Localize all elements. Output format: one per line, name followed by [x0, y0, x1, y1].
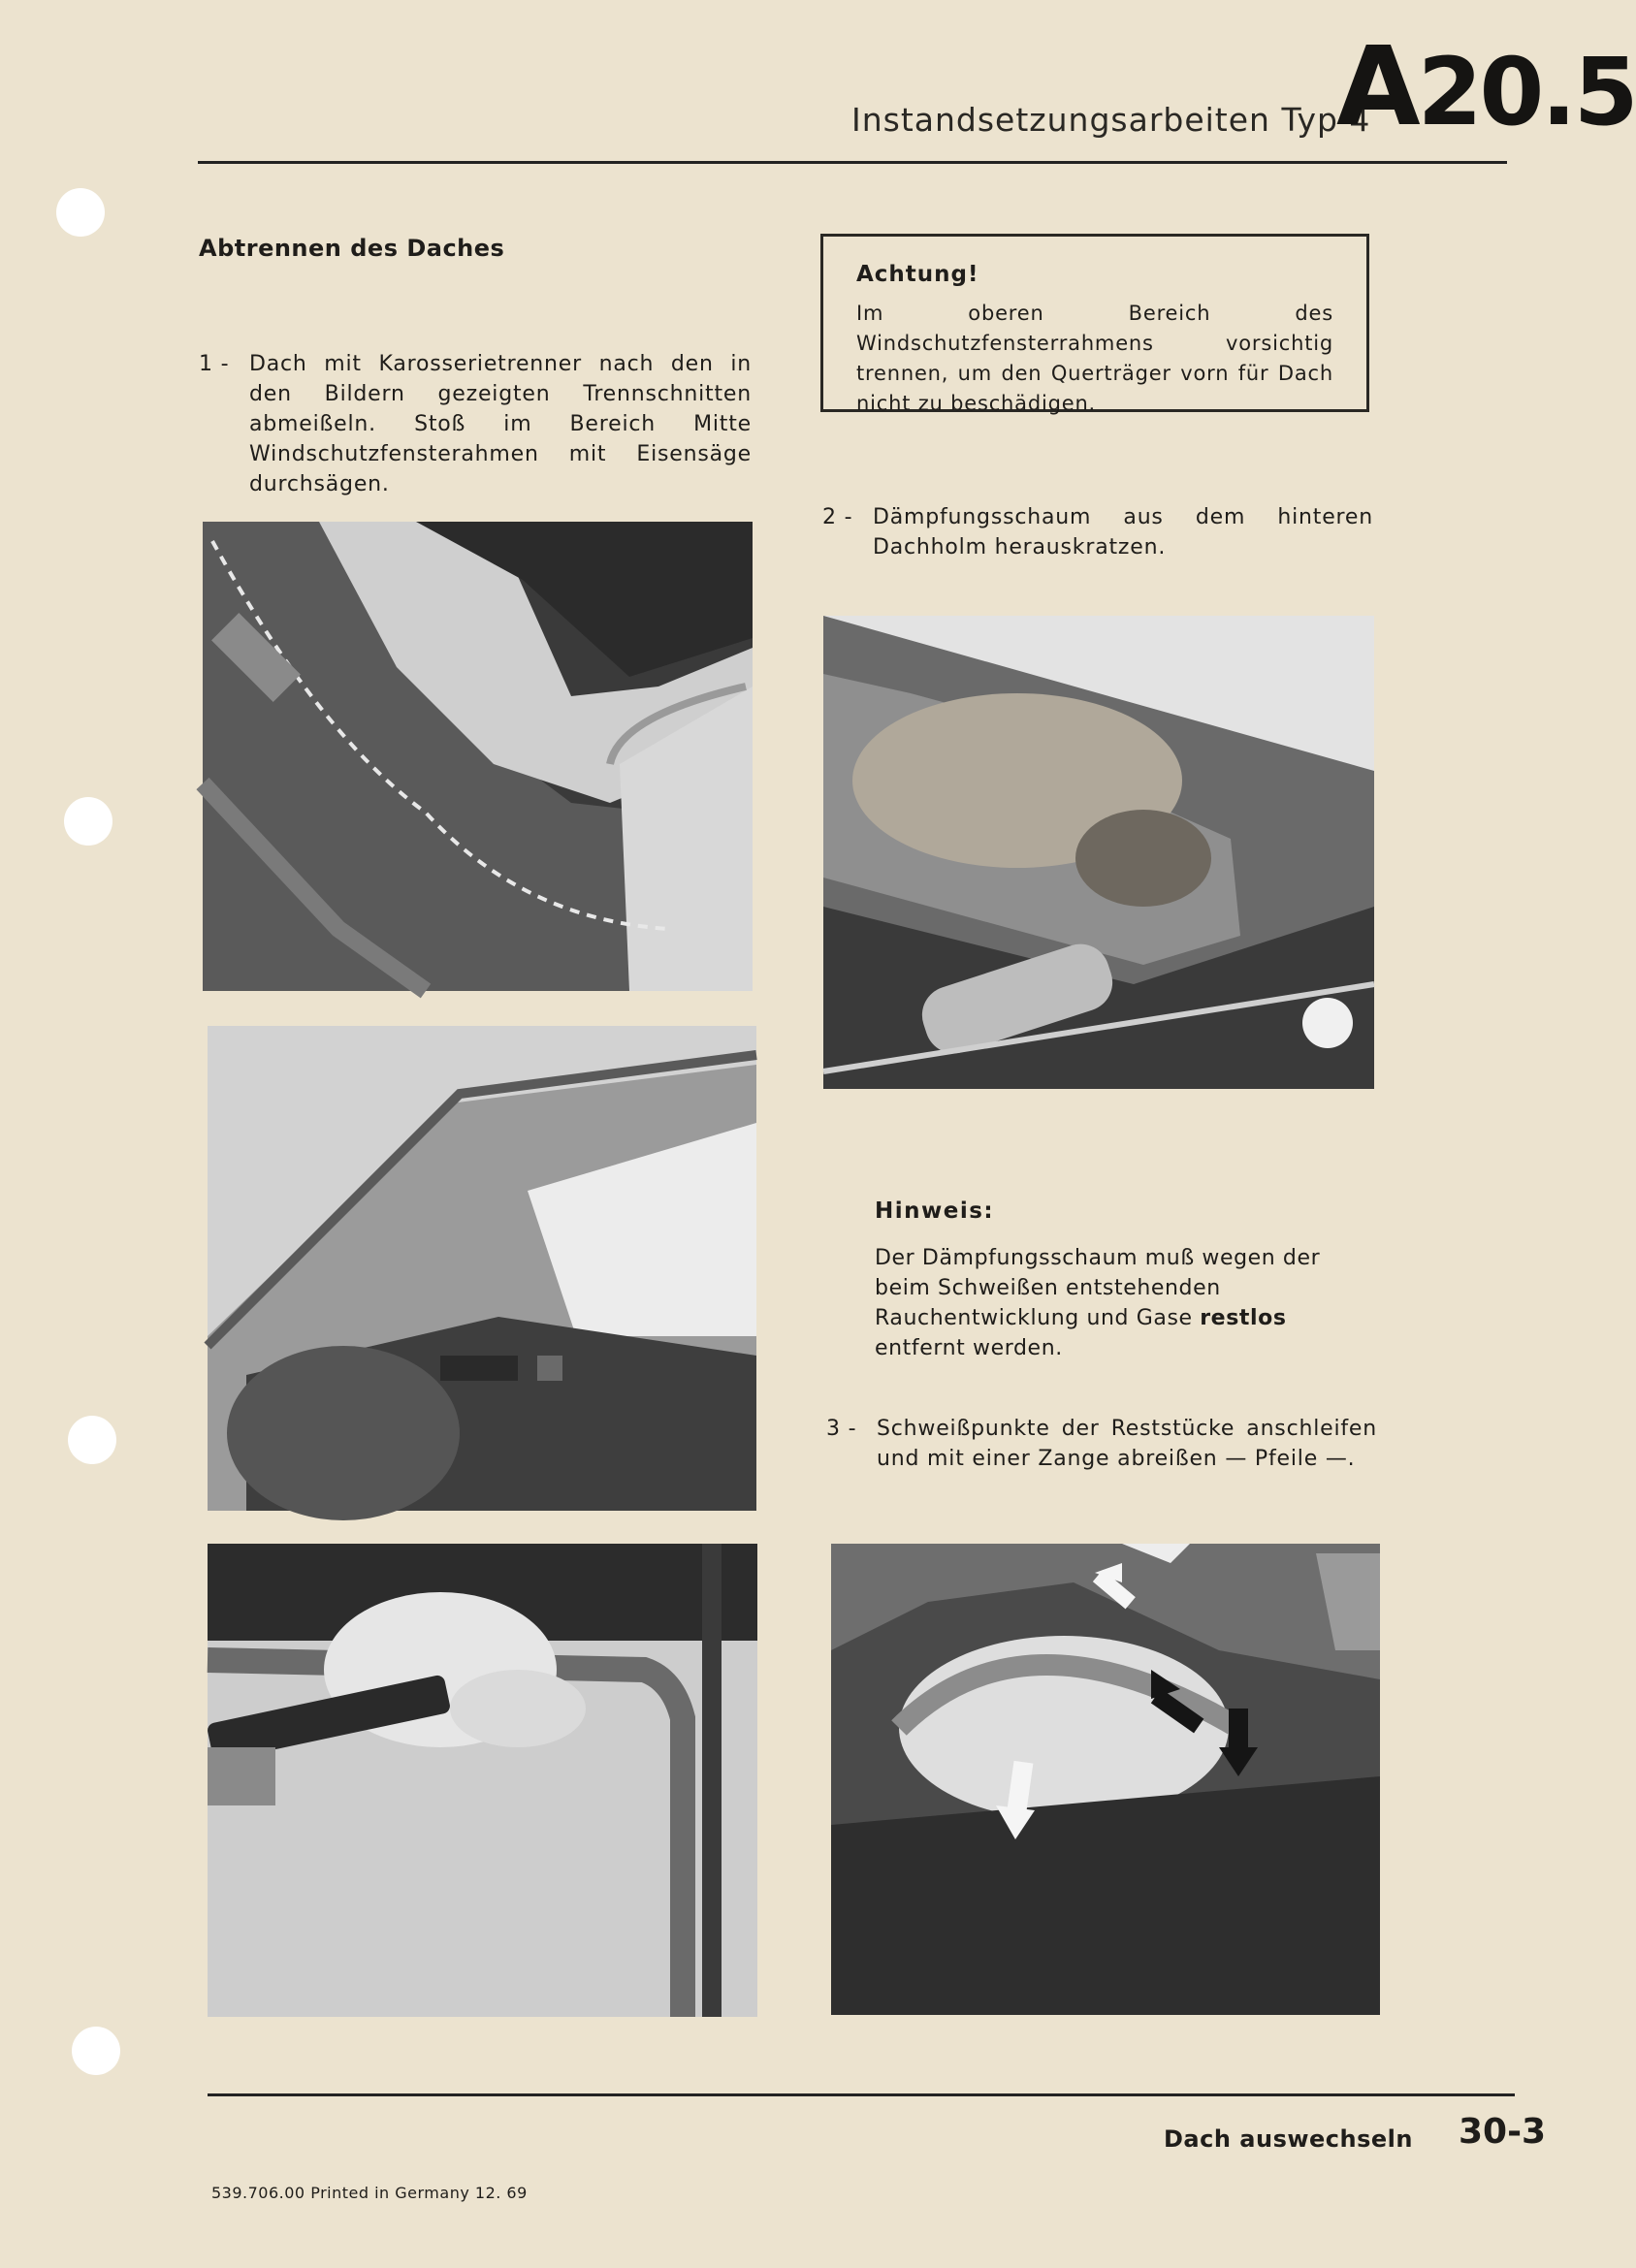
- note-text-bold: restlos: [1200, 1306, 1287, 1330]
- step-number: 1 -: [199, 352, 230, 376]
- note-text-after: entfernt werden.: [875, 1336, 1063, 1360]
- step-3: [826, 1414, 1377, 1474]
- note-text-before: Der Dämpfungsschaum muß wegen der beim Schweißen entstehenden Rauchentwicklung und Gase: [875, 1246, 1321, 1330]
- binder-hole: [68, 1416, 116, 1464]
- warning-text: Im oberen Bereich des Windschutzfensterrahmens vorsichtig trennen, um den Querträger vorn für Dach nicht zu beschädigen.: [856, 302, 1333, 415]
- binder-hole: [72, 2027, 120, 2075]
- binder-hole: [64, 797, 112, 846]
- photo-cutting-with-tool: [208, 1544, 757, 2017]
- step-2: [822, 502, 1373, 562]
- header-rule: [198, 161, 1507, 164]
- header-code-letter: A: [1336, 24, 1418, 150]
- section-heading: Abtrennen des Daches: [199, 235, 505, 262]
- footer-rule: [208, 2093, 1515, 2096]
- binder-hole: [56, 188, 105, 237]
- step-1: [199, 349, 752, 499]
- step-number: 2 -: [822, 505, 853, 529]
- header-title: Instandsetzungsarbeiten Typ 4: [851, 101, 1371, 139]
- photo-roof-interior-view: [208, 1026, 756, 1511]
- step-text: Dach mit Karosserietrenner nach den in den Bildern gezeigten Trennschnitten abmeißeln. Stoß im Bereich Mitte Windschutzfensterahmen mit Eisensäge durchsägen.: [249, 352, 752, 496]
- print-info: 539.706.00 Printed in Germany 12. 69: [211, 2184, 528, 2202]
- warning-box: [820, 234, 1369, 415]
- step-text: Schweißpunkte der Reststücke anschleifen und mit einer Zange abreißen — Pfeile —.: [877, 1417, 1377, 1471]
- note-block: [875, 1198, 1379, 1363]
- step-text: Dämpfungsschaum aus dem hinteren Dachholm herauskratzen.: [873, 505, 1373, 559]
- footer-title: Dach auswechseln: [1164, 2125, 1413, 2153]
- header-code-number: 20.5: [1417, 38, 1636, 146]
- page-number: 30-3: [1459, 2112, 1547, 2152]
- photo-windshield-frame-corner: [203, 522, 753, 991]
- step-number: 3 -: [826, 1417, 857, 1441]
- photo-damping-foam-roof-pillar: [823, 616, 1374, 1089]
- note-title: Hinweis:: [875, 1198, 995, 1224]
- note-text: [875, 1243, 1379, 1363]
- photo-weld-points-arrows: [831, 1544, 1380, 2015]
- warning-title: Achtung!: [856, 262, 979, 287]
- header-code: [1336, 24, 1636, 150]
